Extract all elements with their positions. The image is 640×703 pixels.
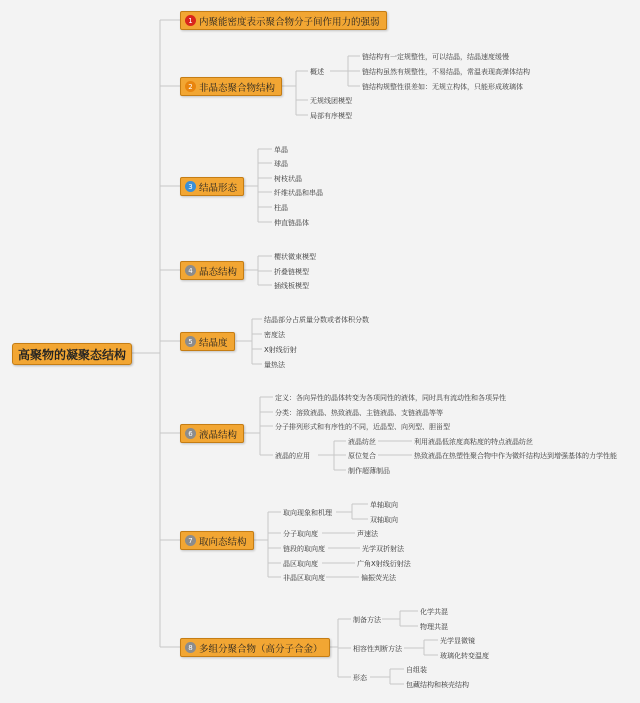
leaf-topic[interactable]: 液晶纺丝: [348, 438, 376, 446]
leaf-topic[interactable]: 利用液晶低浓度高粘度的特点液晶纺丝: [414, 438, 533, 446]
branch-label: 多组分聚合物（高分子合金）: [199, 643, 323, 655]
branch-cohesive-energy[interactable]: [180, 11, 387, 30]
topic-morphology[interactable]: 形态: [353, 674, 367, 682]
leaf-topic[interactable]: 插线板模型: [274, 282, 309, 290]
root-topic[interactable]: 高聚物的凝聚态结构: [12, 343, 132, 365]
branch-amorphous[interactable]: [180, 77, 282, 96]
branch-liquid-crystal[interactable]: [180, 424, 244, 443]
topic-preparation[interactable]: 制备方法: [353, 616, 381, 624]
branch-label: 液晶结构: [199, 429, 238, 441]
leaf-topic[interactable]: 热致液晶在热塑性聚合物中作为微纤结构达到增强基体的力学性能: [414, 452, 617, 460]
number-badge-3: 3: [185, 181, 196, 192]
number-badge-7: 7: [185, 535, 196, 546]
leaf-topic[interactable]: 樱状微束模型: [274, 253, 316, 261]
leaf-topic[interactable]: 柱晶: [274, 204, 288, 212]
leaf-topic[interactable]: 单轴取向: [370, 501, 398, 509]
leaf-topic[interactable]: 纤维状晶和串晶: [274, 189, 323, 197]
leaf-topic[interactable]: 分子排列形式和有序性的不同，近晶型、向列型、胆甾型: [275, 423, 450, 431]
leaf-topic[interactable]: 非晶区取向度: [283, 574, 325, 582]
number-badge-2: 2: [185, 81, 196, 92]
leaf-topic[interactable]: 制作超薄制品: [348, 467, 390, 475]
branch-multicomponent[interactable]: [180, 638, 330, 657]
number-badge-6: 6: [185, 428, 196, 439]
number-badge-1: 1: [185, 15, 196, 26]
leaf-topic[interactable]: 晶区取向度: [283, 560, 318, 568]
leaf-topic[interactable]: 双轴取向: [370, 516, 398, 524]
leaf-topic[interactable]: 密度法: [264, 331, 285, 339]
topic-orientation-mechanism[interactable]: 取向现象和机理: [283, 509, 332, 517]
leaf-topic[interactable]: 局部有序模型: [310, 112, 352, 120]
leaf-topic[interactable]: 折叠链模型: [274, 268, 309, 276]
topic-lc-application[interactable]: 液晶的应用: [275, 452, 310, 460]
leaf-topic[interactable]: 分类：溶致液晶、热致液晶、主链液晶、支链液晶等等: [275, 409, 443, 417]
branch-crystallinity[interactable]: [180, 332, 235, 351]
leaf-topic[interactable]: 分子取向度: [283, 530, 318, 538]
branch-label: 内聚能密度表示聚合物分子间作用力的强弱: [199, 16, 380, 28]
leaf-topic[interactable]: 光学双折射法: [362, 545, 404, 553]
leaf-topic[interactable]: 化学共混: [420, 608, 448, 616]
leaf-topic[interactable]: 链段的取向度: [283, 545, 325, 553]
leaf-topic[interactable]: 物理共混: [420, 623, 448, 631]
leaf-topic[interactable]: 链结构规整性很差如：无规立构体，只能形成玻璃体: [362, 83, 523, 91]
leaf-topic[interactable]: 树枝状晶: [274, 175, 302, 183]
leaf-topic[interactable]: 结晶部分占质量分数或者体积分数: [264, 316, 369, 324]
leaf-topic[interactable]: 自组装: [406, 666, 427, 674]
topic-overview[interactable]: 概述: [310, 68, 324, 76]
number-badge-5: 5: [185, 336, 196, 347]
leaf-topic[interactable]: 定义：各向异性的晶体转变为各项同性的液体，同时具有流动性和各项异性: [275, 394, 506, 402]
branch-label: 取向态结构: [199, 536, 247, 548]
leaf-topic[interactable]: 球晶: [274, 160, 288, 168]
branch-label: 结晶度: [199, 337, 228, 349]
branch-crystal-structure[interactable]: [180, 261, 244, 280]
leaf-topic[interactable]: 光学显微镜: [440, 637, 475, 645]
number-badge-4: 4: [185, 265, 196, 276]
leaf-topic[interactable]: 链结构虽然有规整性，不易结晶，常温表现高弹体结构: [362, 68, 530, 76]
branch-morphology[interactable]: [180, 177, 244, 196]
leaf-topic[interactable]: 量热法: [264, 361, 285, 369]
leaf-topic[interactable]: 包藏结构和核壳结构: [406, 681, 469, 689]
leaf-topic[interactable]: X射线衍射: [264, 346, 297, 354]
number-badge-8: 8: [185, 642, 196, 653]
leaf-topic[interactable]: 无规线团模型: [310, 97, 352, 105]
leaf-topic[interactable]: 广角X射线衍射法: [357, 560, 411, 568]
leaf-topic[interactable]: 单晶: [274, 146, 288, 154]
branch-label: 结晶形态: [199, 182, 238, 194]
leaf-topic[interactable]: 玻璃化转变温度: [440, 652, 489, 660]
topic-compatibility[interactable]: 相容性判断方法: [353, 645, 402, 653]
branch-label: 晶态结构: [199, 266, 238, 278]
leaf-topic[interactable]: 伸直链晶体: [274, 219, 309, 227]
leaf-topic[interactable]: 声速法: [357, 530, 378, 538]
leaf-topic[interactable]: 偏振荧光法: [361, 574, 396, 582]
leaf-topic[interactable]: 链结构有一定规整性，可以结晶，结晶速度缓慢: [362, 53, 509, 61]
leaf-topic[interactable]: 原位复合: [348, 452, 376, 460]
branch-label: 非晶态聚合物结构: [199, 82, 276, 94]
branch-orientation[interactable]: [180, 531, 254, 550]
